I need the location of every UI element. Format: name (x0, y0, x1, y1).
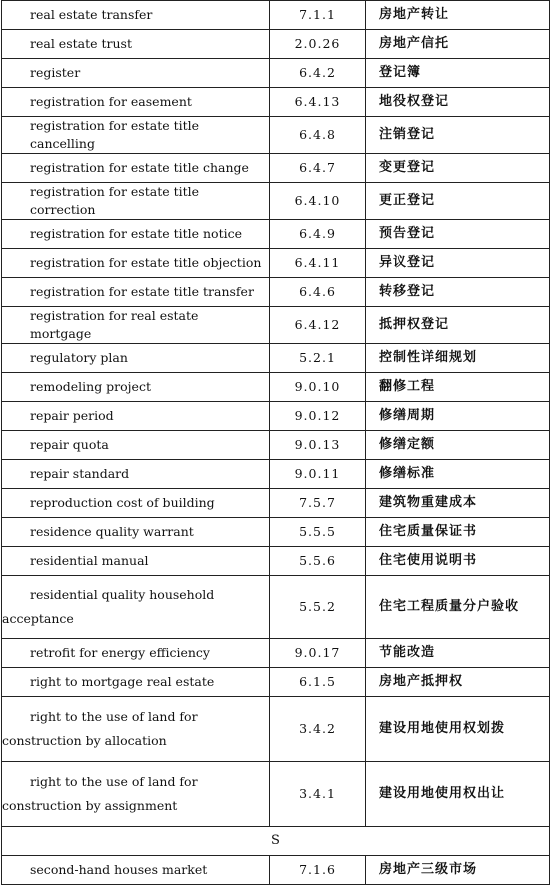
term-english: right to the use of land for construction by allocation (2, 697, 270, 762)
term-chinese: 建设用地使用权出让 (366, 762, 550, 827)
clause-number: 6.4.7 (270, 154, 366, 183)
clause-number: 7.1.1 (270, 1, 366, 30)
term-chinese: 节能改造 (366, 639, 550, 668)
clause-number: 6.4.6 (270, 278, 366, 307)
term-english: retrofit for energy efficiency (2, 639, 270, 668)
section-letter: S (2, 827, 550, 856)
term-chinese: 登记簿 (366, 59, 550, 88)
term-english: repair standard (2, 460, 270, 489)
clause-number: 5.5.5 (270, 518, 366, 547)
term-chinese: 住宅使用说明书 (366, 547, 550, 576)
table-row (2, 30, 550, 59)
clause-number: 9.0.11 (270, 460, 366, 489)
term-english: regulatory plan (2, 344, 270, 373)
term-english: real estate transfer (2, 1, 270, 30)
term-chinese: 房地产抵押权 (366, 668, 550, 697)
term-english: real estate trust (2, 30, 270, 59)
table-row (2, 460, 550, 489)
clause-number: 5.5.6 (270, 547, 366, 576)
term-chinese: 预告登记 (366, 220, 550, 249)
glossary-body (2, 1, 550, 885)
table-row (2, 576, 550, 639)
term-chinese: 更正登记 (366, 183, 550, 220)
term-english: registration for estate title change (2, 154, 270, 183)
table-row (2, 668, 550, 697)
clause-number: 6.1.5 (270, 668, 366, 697)
table-row (2, 220, 550, 249)
table-row (2, 1, 550, 30)
clause-number: 3.4.1 (270, 762, 366, 827)
term-english: registration for estate title notice (2, 220, 270, 249)
term-chinese: 控制性详细规划 (366, 344, 550, 373)
term-english: repair quota (2, 431, 270, 460)
term-chinese: 抵押权登记 (366, 307, 550, 344)
term-english: right to mortgage real estate (2, 668, 270, 697)
term-chinese: 房地产三级市场 (366, 856, 550, 885)
table-row (2, 431, 550, 460)
table-row (2, 278, 550, 307)
term-chinese: 变更登记 (366, 154, 550, 183)
term-english: register (2, 59, 270, 88)
table-row (2, 117, 550, 154)
term-chinese: 注销登记 (366, 117, 550, 154)
table-row (2, 547, 550, 576)
table-row (2, 344, 550, 373)
term-english: registration for estate title cancelling (2, 117, 270, 154)
term-english: right to the use of land for construction by assignment (2, 762, 270, 827)
term-english: second-hand houses market (2, 856, 270, 885)
clause-number: 6.4.10 (270, 183, 366, 220)
term-chinese: 建筑物重建成本 (366, 489, 550, 518)
term-chinese: 修缮周期 (366, 402, 550, 431)
term-english: registration for easement (2, 88, 270, 117)
clause-number: 9.0.13 (270, 431, 366, 460)
term-chinese: 建设用地使用权划拨 (366, 697, 550, 762)
clause-number: 7.1.6 (270, 856, 366, 885)
table-row (2, 373, 550, 402)
clause-number: 6.4.8 (270, 117, 366, 154)
term-english: residential manual (2, 547, 270, 576)
term-chinese: 房地产转让 (366, 1, 550, 30)
clause-number: 5.2.1 (270, 344, 366, 373)
table-row (2, 639, 550, 668)
term-english: registration for estate title transfer (2, 278, 270, 307)
clause-number: 6.4.11 (270, 249, 366, 278)
term-english: registration for real estate mortgage (2, 307, 270, 344)
glossary-table (1, 0, 550, 885)
clause-number: 6.4.13 (270, 88, 366, 117)
term-english: registration for estate title correction (2, 183, 270, 220)
clause-number: 9.0.10 (270, 373, 366, 402)
table-row (2, 183, 550, 220)
clause-number: 6.4.9 (270, 220, 366, 249)
term-english: residence quality warrant (2, 518, 270, 547)
term-english: repair period (2, 402, 270, 431)
term-english: residential quality household acceptance (2, 576, 270, 639)
table-row (2, 88, 550, 117)
clause-number: 3.4.2 (270, 697, 366, 762)
clause-number: 7.5.7 (270, 489, 366, 518)
table-row (2, 489, 550, 518)
term-chinese: 住宅质量保证书 (366, 518, 550, 547)
term-chinese: 修缮定额 (366, 431, 550, 460)
clause-number: 2.0.26 (270, 30, 366, 59)
clause-number: 5.5.2 (270, 576, 366, 639)
term-chinese: 地役权登记 (366, 88, 550, 117)
term-english: registration for estate title objection (2, 249, 270, 278)
term-chinese: 房地产信托 (366, 30, 550, 59)
clause-number: 9.0.17 (270, 639, 366, 668)
table-row (2, 59, 550, 88)
term-chinese: 翻修工程 (366, 373, 550, 402)
table-row (2, 518, 550, 547)
term-chinese: 住宅工程质量分户验收 (366, 576, 550, 639)
term-chinese: 修缮标准 (366, 460, 550, 489)
table-row (2, 697, 550, 762)
table-row (2, 402, 550, 431)
clause-number: 9.0.12 (270, 402, 366, 431)
term-chinese: 转移登记 (366, 278, 550, 307)
table-row (2, 249, 550, 278)
table-row (2, 307, 550, 344)
table-row (2, 154, 550, 183)
clause-number: 6.4.12 (270, 307, 366, 344)
term-english: reproduction cost of building (2, 489, 270, 518)
term-chinese: 异议登记 (366, 249, 550, 278)
section-header-row (2, 827, 550, 856)
table-row (2, 762, 550, 827)
table-row (2, 856, 550, 885)
term-english: remodeling project (2, 373, 270, 402)
clause-number: 6.4.2 (270, 59, 366, 88)
